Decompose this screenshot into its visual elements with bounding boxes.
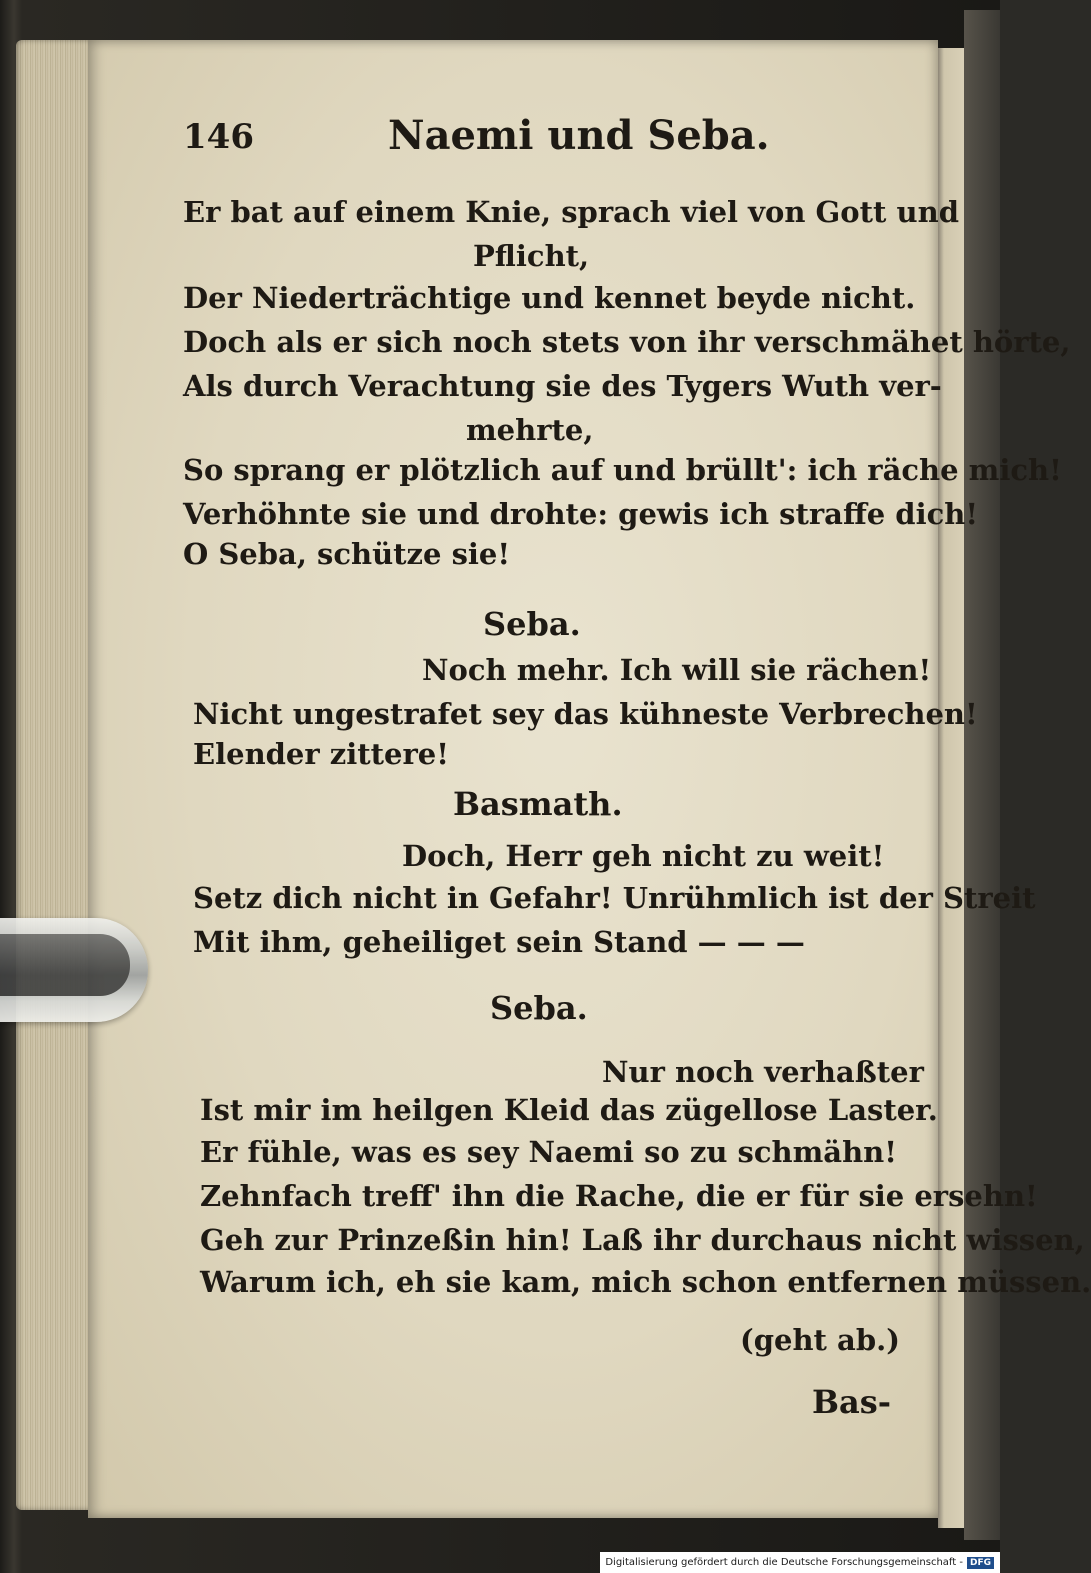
text-line: mehrte,	[466, 413, 594, 447]
page-number: 146	[183, 117, 254, 157]
page-clip-holder	[0, 918, 148, 1022]
catchword: Bas-	[812, 1383, 892, 1421]
digitization-credit	[600, 1552, 1000, 1573]
text-line: Der Niederträchtige und kennet beyde nicht.	[183, 281, 916, 315]
text-line: Er fühle, was es sey Naemi so zu schmähn!	[200, 1135, 897, 1169]
text-line: Doch, Herr geh nicht zu weit!	[402, 839, 885, 873]
text-line: Noch mehr. Ich will sie rächen!	[422, 653, 932, 687]
text-line: Elender zittere!	[193, 737, 449, 771]
speaker-name: Seba.	[490, 989, 588, 1027]
text-line: Verhöhnte sie und drohte: gewis ich straffe dich!	[183, 497, 979, 531]
text-line: Er bat auf einem Knie, sprach viel von Gott und	[183, 195, 959, 229]
text-line: Nur noch verhaßter	[602, 1055, 924, 1089]
text-line: Ist mir im heilgen Kleid das zügellose Laster.	[200, 1093, 938, 1127]
text-line: Als durch Verachtung sie des Tygers Wuth ver-	[183, 369, 942, 403]
text-line: Setz dich nicht in Gefahr! Unrühmlich ist der Streit	[193, 881, 1036, 915]
page-edges	[16, 40, 96, 1510]
text-line: Warum ich, eh sie kam, mich schon entfernen müssen.	[200, 1265, 1091, 1299]
text-line: Geh zur Prinzeßin hin! Laß ihr durchaus nicht wissen,	[200, 1223, 1085, 1257]
text-line: Mit ihm, geheiliget sein Stand — — —	[193, 925, 805, 959]
facing-page-shadow	[964, 10, 1000, 1540]
dfg-logo-icon: DFG	[967, 1557, 994, 1569]
text-line: So sprang er plötzlich auf und brüllt': ich räche mich!	[183, 453, 1062, 487]
text-line: O Seba, schütze sie!	[183, 537, 511, 571]
running-head: Naemi und Seba.	[388, 112, 770, 159]
text-line: Nicht ungestrafet sey das kühneste Verbrechen!	[193, 697, 978, 731]
credit-text: Digitalisierung gefördert durch die Deutsche Forschungsgemeinschaft -	[605, 1557, 963, 1568]
facing-page-edge	[938, 48, 964, 1528]
stage-direction: (geht ab.)	[740, 1323, 900, 1357]
text-line: Zehnfach treff' ihn die Rache, die er für sie ersehn!	[200, 1179, 1038, 1213]
text-line: Doch als er sich noch stets von ihr verschmähet hörte,	[183, 325, 1071, 359]
speaker-name: Seba.	[483, 605, 581, 643]
speaker-name: Basmath.	[453, 785, 623, 823]
text-line: Pflicht,	[473, 239, 590, 273]
